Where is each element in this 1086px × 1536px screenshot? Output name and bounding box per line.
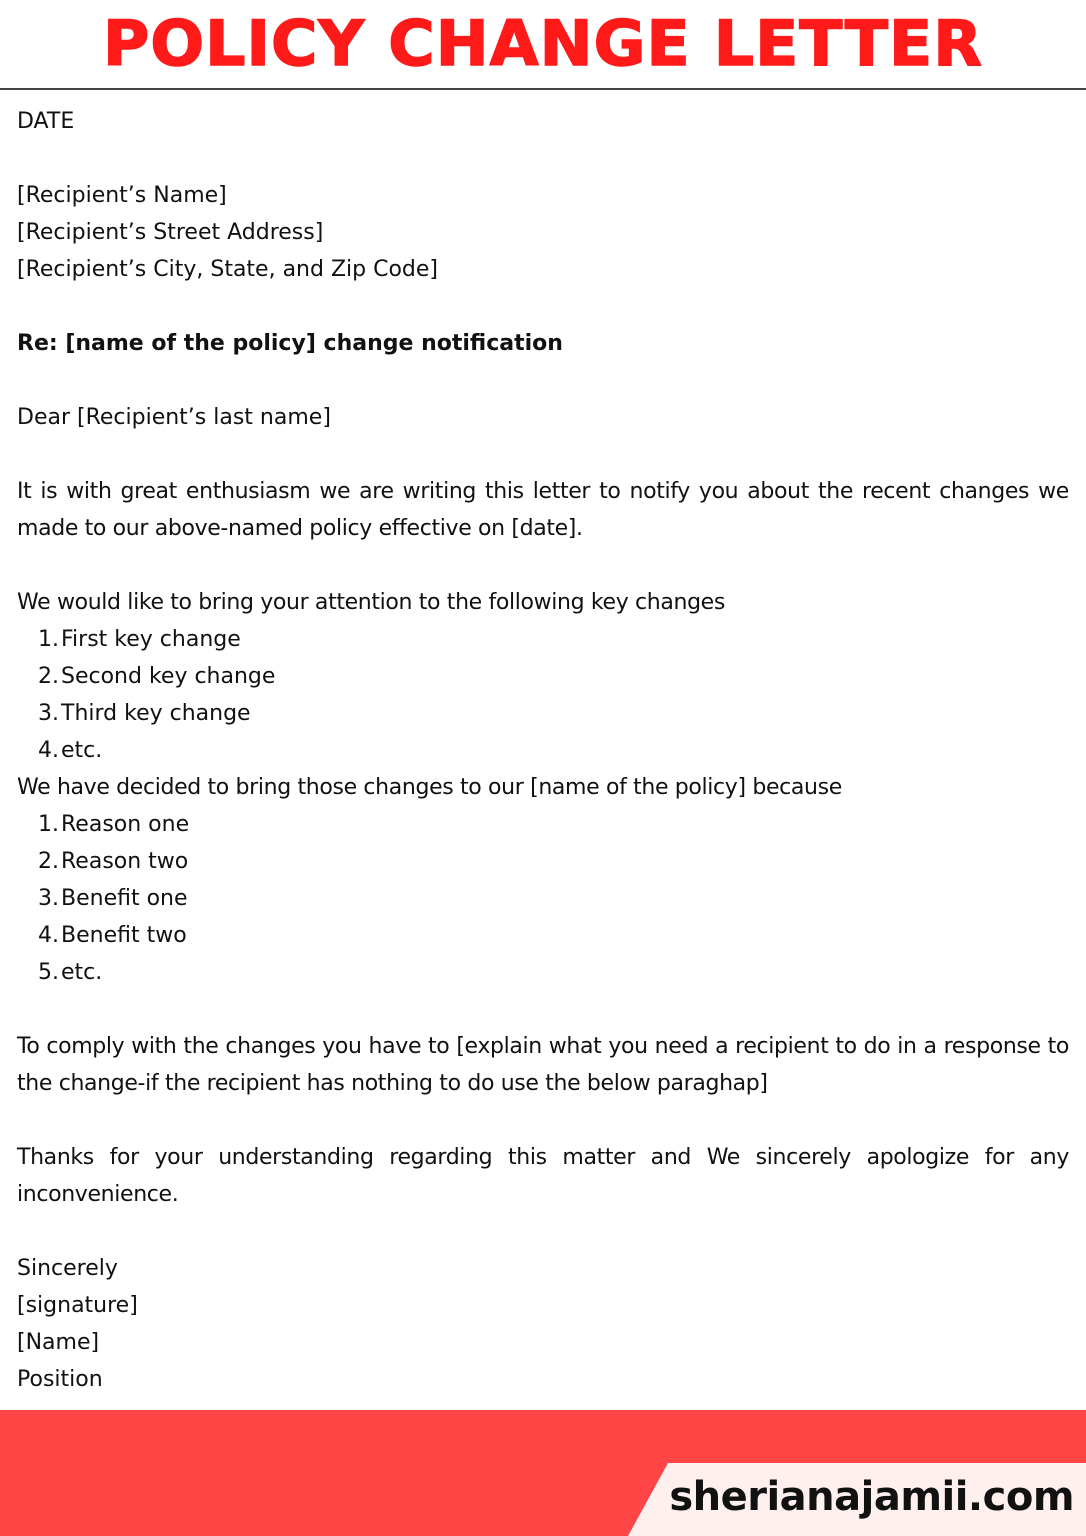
spacer xyxy=(17,288,1069,325)
list-text: Benefit two xyxy=(61,923,187,948)
list-text: Third key change xyxy=(61,701,251,726)
spacer xyxy=(17,991,1069,1028)
spacer xyxy=(17,436,1069,473)
recipient-name: [Recipient’s Name] xyxy=(17,183,227,208)
list-number: 1. xyxy=(38,812,59,837)
intro-paragraph: It is with great enthusiasm we are writing this letter to notify you about the recent changes we made to our above-named policy effective on [date]. xyxy=(17,479,1069,541)
closing-paragraph: Thanks for your understanding regarding this matter and We sincerely apologize for any inconvenience. xyxy=(17,1145,1069,1207)
recipient-city-state-zip: [Recipient’s City, State, and Zip Code] xyxy=(17,257,439,282)
reasons-list xyxy=(17,806,1069,991)
spacer xyxy=(17,140,1069,177)
key-changes-list xyxy=(17,621,1069,769)
list-number: 3. xyxy=(38,701,59,726)
list-item xyxy=(17,954,1069,991)
recipient-street: [Recipient’s Street Address] xyxy=(17,220,324,245)
list-text: First key change xyxy=(61,627,241,652)
title-divider xyxy=(0,88,1086,90)
list-number: 4. xyxy=(38,738,59,763)
reasons-lead: We have decided to bring those changes to our [name of the policy] because xyxy=(17,775,842,800)
site-watermark: sherianajamii.com xyxy=(669,1474,1074,1520)
list-text: Second key change xyxy=(61,664,276,689)
list-number: 3. xyxy=(38,886,59,911)
list-text: Benefit one xyxy=(61,886,188,911)
list-item xyxy=(17,732,1069,769)
subject-line: Re: [name of the policy] change notification xyxy=(17,331,563,356)
list-number: 4. xyxy=(38,923,59,948)
compliance-paragraph: To comply with the changes you have to [explain what you need a recipient to do in a response to the change-if the recipient has nothing to do use the below paraghap] xyxy=(17,1034,1069,1096)
list-number: 1. xyxy=(38,627,59,652)
list-number: 2. xyxy=(38,664,59,689)
spacer xyxy=(17,547,1069,584)
signature-placeholder: [signature] xyxy=(17,1293,138,1318)
list-item xyxy=(17,658,1069,695)
spacer xyxy=(17,1213,1069,1250)
footer-band xyxy=(0,1410,1086,1536)
list-item xyxy=(17,917,1069,954)
key-changes-lead: We would like to bring your attention to the following key changes xyxy=(17,590,725,615)
salutation: Dear [Recipient’s last name] xyxy=(17,405,331,430)
list-text: etc. xyxy=(61,738,103,763)
list-item xyxy=(17,880,1069,917)
sender-name: [Name] xyxy=(17,1330,100,1355)
list-number: 5. xyxy=(38,960,59,985)
date-line: DATE xyxy=(17,109,75,134)
spacer xyxy=(17,1102,1069,1139)
list-item xyxy=(17,843,1069,880)
list-item xyxy=(17,806,1069,843)
list-number: 2. xyxy=(38,849,59,874)
sender-position: Position xyxy=(17,1367,103,1392)
list-text: etc. xyxy=(61,960,103,985)
spacer xyxy=(17,362,1069,399)
list-text: Reason one xyxy=(61,812,190,837)
list-item xyxy=(17,621,1069,658)
sign-off: Sincerely xyxy=(17,1256,118,1281)
page-title: POLICY CHANGE LETTER xyxy=(102,7,984,80)
list-item xyxy=(17,695,1069,732)
letter-body xyxy=(17,103,1069,1398)
list-text: Reason two xyxy=(61,849,189,874)
